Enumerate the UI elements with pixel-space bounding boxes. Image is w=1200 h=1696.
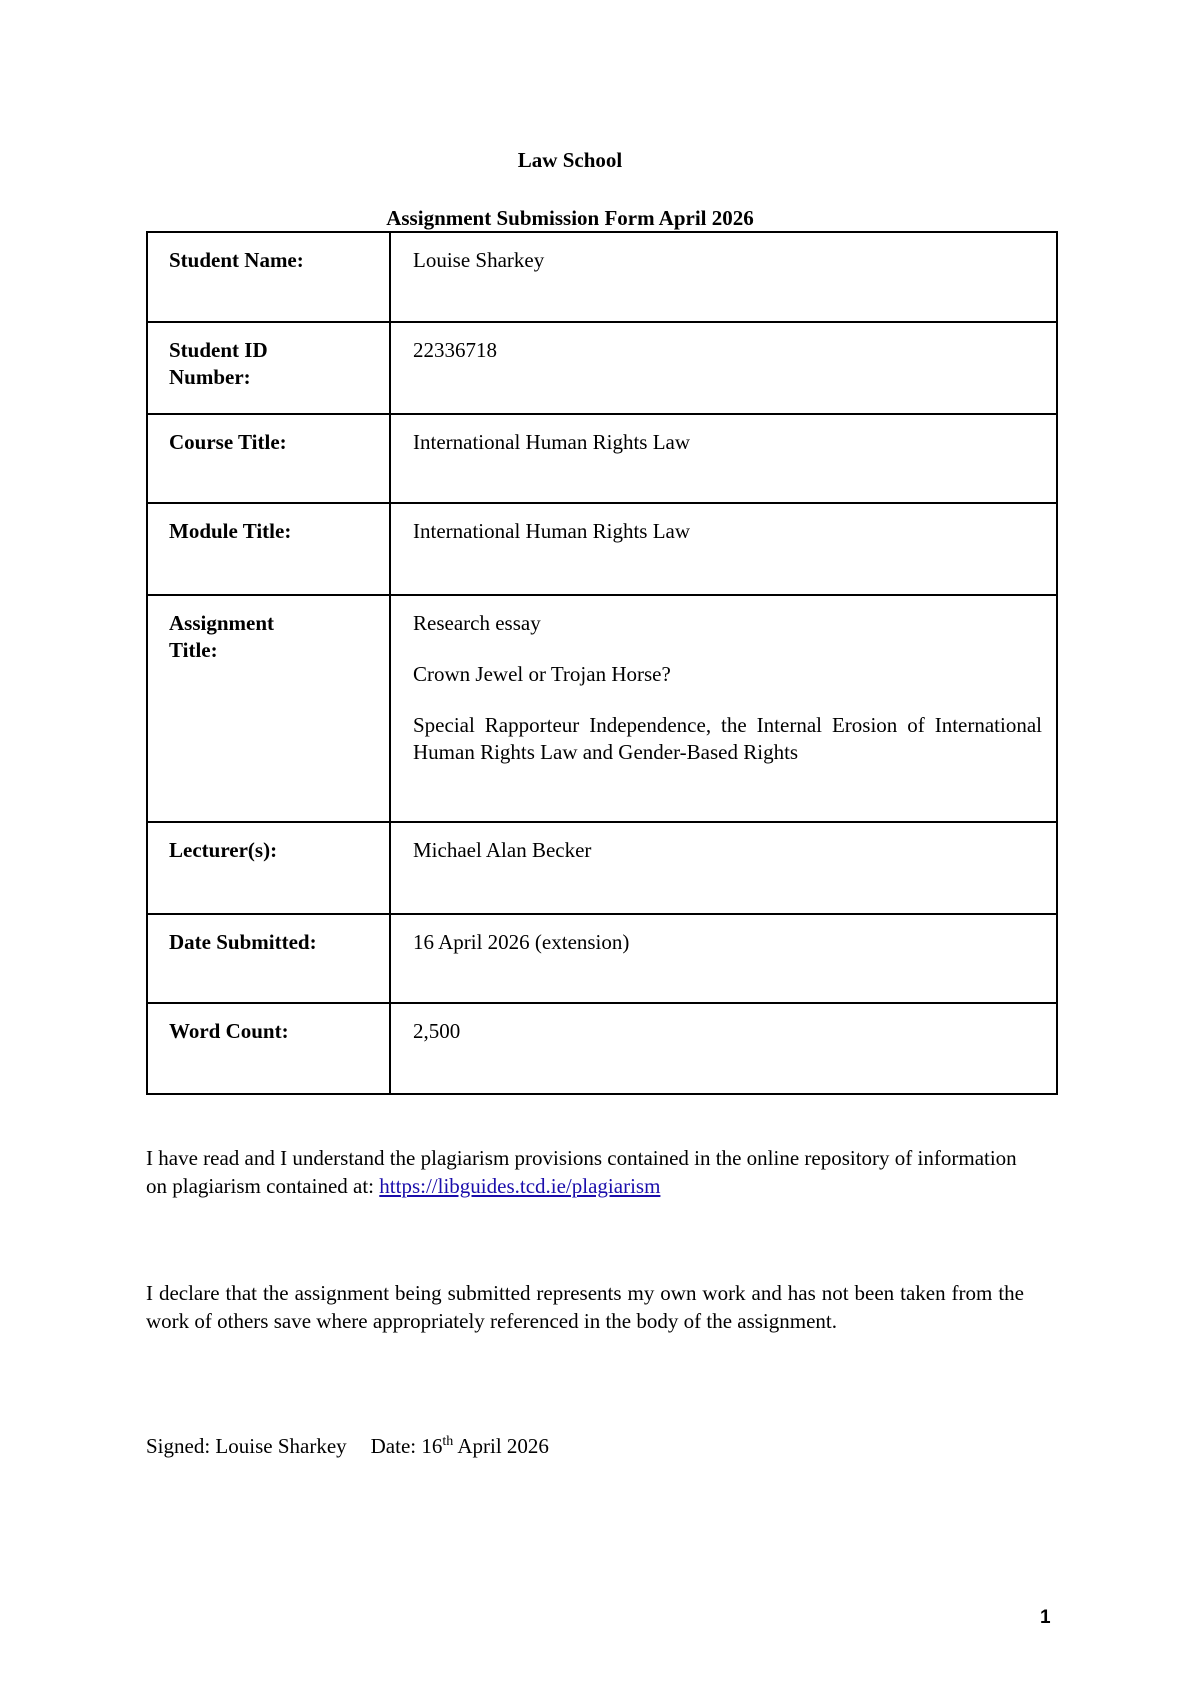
date-submitted-value: 16 April 2026 (extension): [390, 914, 1057, 1003]
course-title-value: International Human Rights Law: [390, 414, 1057, 503]
page-number: 1: [1040, 1607, 1051, 1628]
declaration-statement: I declare that the assignment being submitted represents my own work and has not been taken from the work of others save where appropriately referenced in the body of the assignment.: [146, 1281, 1024, 1333]
table-row-word-count: [147, 1003, 1057, 1094]
assignment-type: Research essay: [413, 611, 541, 635]
date-submitted-label: Date Submitted:: [147, 914, 390, 1003]
signature-line: [146, 1432, 1026, 1460]
signature-date-rest: April 2026: [453, 1434, 549, 1458]
table-row-student-name: [147, 232, 1057, 322]
assignment-main-title: Crown Jewel or Trojan Horse?: [413, 662, 671, 686]
plagiarism-text: I have read and I understand the plagiarism provisions contained in the online repository of information on plagiarism contained at:: [146, 1146, 1017, 1198]
student-id-label-line1: Student ID: [169, 338, 268, 362]
student-name-label: Student Name:: [147, 232, 390, 322]
table-row-module-title: [147, 503, 1057, 595]
signature-date-suffix: th: [442, 1434, 454, 1449]
student-name-value: Louise Sharkey: [390, 232, 1057, 322]
signature-date-day: 16: [421, 1434, 443, 1458]
student-id-label-line2: Number:: [169, 365, 251, 389]
word-count-label: Word Count:: [147, 1003, 390, 1094]
table-row-date-submitted: [147, 914, 1057, 1003]
assignment-title-label: [147, 595, 390, 822]
table-row-lecturers: [147, 822, 1057, 914]
table-row-student-id: [147, 322, 1057, 414]
signature-date-label: Date:: [370, 1434, 422, 1458]
lecturers-value: Michael Alan Becker: [390, 822, 1057, 914]
form-title: Assignment Submission Form April 2026: [386, 206, 754, 230]
plagiarism-link[interactable]: https://libguides.tcd.ie/plagiarism: [379, 1174, 661, 1198]
module-title-value: International Human Rights Law: [390, 503, 1057, 595]
table-row-course-title: [147, 414, 1057, 503]
assignment-title-label-line1: Assignment: [169, 611, 275, 635]
course-title-label: Course Title:: [147, 414, 390, 503]
assignment-title-label-line2: Title:: [169, 638, 218, 662]
student-id-value: 22336718: [390, 322, 1057, 414]
table-row-assignment-title: [147, 595, 1057, 822]
school-heading: Law School: [517, 148, 623, 172]
plagiarism-statement: [146, 1144, 1026, 1200]
signed-text: Signed: Louise Sharkey: [146, 1434, 347, 1458]
word-count-value: 2,500: [390, 1003, 1057, 1094]
module-title-label: Module Title:: [147, 503, 390, 595]
assignment-subtitle: Special Rapporteur Independence, the Internal Erosion of International Human Rights Law and Gender-Based Rights: [413, 713, 1042, 764]
submission-form-table: [146, 231, 1058, 1095]
student-id-label: [147, 322, 390, 414]
assignment-title-value: [390, 595, 1057, 822]
lecturers-label: Lecturer(s):: [147, 822, 390, 914]
